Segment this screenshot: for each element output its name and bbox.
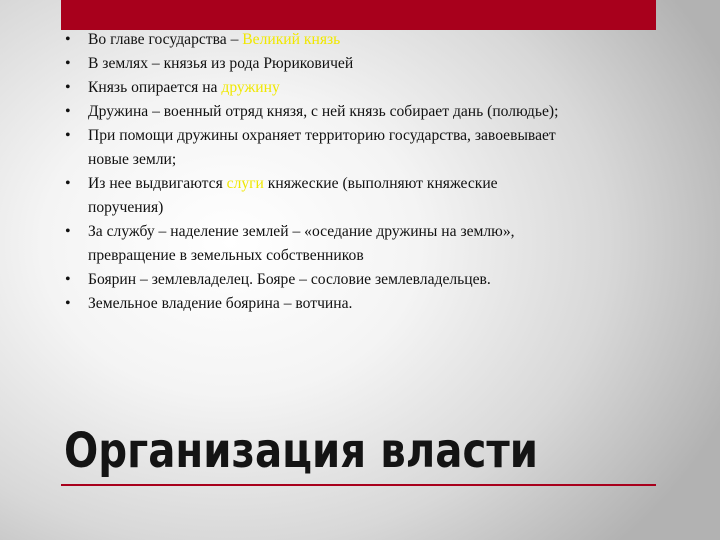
bullet-text: За службу – наделение землей – «оседание дружины на землю», xyxy=(88,223,515,240)
title-underline xyxy=(61,484,656,486)
bullet-list xyxy=(60,28,660,316)
list-item xyxy=(60,52,660,76)
list-item xyxy=(60,100,660,124)
list-item xyxy=(60,220,660,268)
highlight-term: Великий князь xyxy=(242,31,341,48)
list-item xyxy=(60,76,660,100)
bullet-text: При помощи дружины охраняет территорию государства, завоевывает xyxy=(88,127,556,144)
top-accent-bar xyxy=(61,0,656,30)
bullet-text: Земельное владение боярина – вотчина. xyxy=(88,295,353,312)
bullet-text: Во главе государства – xyxy=(88,31,243,48)
bullet-text-continued: новые земли; xyxy=(88,151,177,168)
list-item xyxy=(60,28,660,52)
bullet-text: Боярин – землевладелец. Бояре – сословие землевладельцев. xyxy=(88,271,491,288)
bullet-text: Князь опирается на xyxy=(88,79,222,96)
bullet-text: княжеские (выполняют княжеские xyxy=(263,175,498,192)
bullet-text: Дружина – военный отряд князя, с ней князь собирает дань (полюдье); xyxy=(88,103,559,120)
bullet-text: Из нее выдвигаются xyxy=(88,175,227,192)
list-item xyxy=(60,268,660,292)
list-item xyxy=(60,292,660,316)
bullet-text-continued: поручения) xyxy=(88,199,164,216)
slide-title: Организация власти xyxy=(64,423,538,479)
highlight-term: слуги xyxy=(226,175,264,192)
bullet-text-continued: превращение в земельных собственников xyxy=(88,247,364,264)
highlight-term: дружину xyxy=(221,79,280,96)
list-item xyxy=(60,124,660,172)
list-item xyxy=(60,172,660,220)
bullet-text: В землях – князья из рода Рюриковичей xyxy=(88,55,354,72)
